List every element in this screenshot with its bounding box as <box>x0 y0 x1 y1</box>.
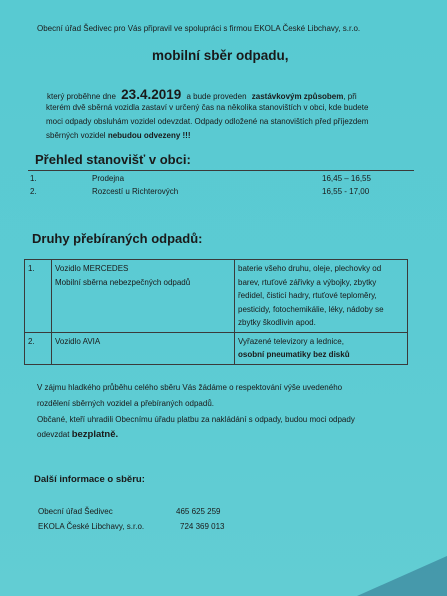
row-number: 2. <box>25 332 52 364</box>
notice-line-3: Občané, kteří uhradili Obecnímu úřadu platbu za nakládání s odpady, budou moci odpady <box>37 415 355 424</box>
background-corner <box>357 556 447 596</box>
vehicle-cell: Vozidlo MERCEDES Mobilní sběrna nebezpečných odpadů <box>52 260 235 333</box>
collection-method: zastávkovým způsobem <box>251 92 344 101</box>
contact-name: EKOLA České Libchavy, s.r.o. <box>38 522 145 531</box>
intro-line: Obecní úřad Šedivec pro Vás připravil ve spolupráci s firmou EKOLA České Libchavy, s.r.o. <box>37 24 361 33</box>
leaflet-page: Obecní úřad Šedivec pro Vás připravil ve spolupráci s firmou EKOLA České Libchavy, s.r.o. mobilní sběr odpadu, který proběhne dne 23.4.2019 a bude proveden zastávkovým způsobem, při kterém dvě sběrná vozidla zastaví v určený čas na několika stanovištích v obci, kde budete moci odpady obsluhám vozidel odevzdat. Odpady odložené na stanovištích před příjezdem sběrných vozidel nebudou odvezeny !!! Přehled stanovišť v obci: 1. Prodejna 16,45 – 16,55 2. Rozcestí u Richterových 16,55 - 17,00 Druhy přebíraných odpadů: 1. Vozidlo MERCEDES Mobilní sběrna nebezpečných odpadů baterie všeho druhu, oleje, plechovky od barev, rtuťové zářivky a výbojky, zbytky ředidel, čisticí hadry, rtuťové teploměry, pesticidy, fotochemikálie, léky, nádoby se zbytky škodlivin apod. 2. Vozidlo AVIA Vyřazené televizory a lednice, osobní pneumatiky bez disků V zájmu hladkého průběhu celého sběru Vás žádáme o respektování výše uvedeného rozdělení sběrných vozidel a přebíraných odpadů. Občané, kteří uhradili Obecnímu úřadu platbu za nakládání s odpady, budou moci odpady odevzdat bezplatně. Další informace o sběru: Obecní úřad Šedivec 465 625 259 EKOLA České Libchavy, s.r.o. 724 369 013 <box>0 0 447 596</box>
notice-line-2: rozdělení sběrných vozidel a přebíraných odpadů. <box>37 399 214 408</box>
table-row <box>25 260 408 333</box>
waste-list-cell: Vyřazené televizory a lednice, osobní pneumatiky bez disků <box>235 332 408 364</box>
info-heading: Další informace o sběru: <box>34 474 145 485</box>
waste-table <box>24 259 408 365</box>
contact-phone: 724 369 013 <box>180 522 225 531</box>
announcement-line-4: sběrných vozidel nebudou odvezeny !!! <box>46 131 191 140</box>
announcement-line-2: kterém dvě sběrná vozidla zastaví v určený čas na několika stanovištích v obci, kde budete <box>46 103 369 112</box>
vehicle-cell: Vozidlo AVIA <box>52 332 235 364</box>
waste-list-cell: baterie všeho druhu, oleje, plechovky od barev, rtuťové zářivky a výbojky, zbytky ředidel, čisticí hadry, rtuťové teploměry, pesticidy, fotochemikálie, léky, nádoby se zbytky škodlivin apod. <box>235 260 408 333</box>
page-title: mobilní sběr odpadu, <box>152 48 289 63</box>
table-row <box>25 332 408 364</box>
contact-phone: 465 625 259 <box>176 507 221 516</box>
stations-heading: Přehled stanovišť v obci: <box>35 152 191 167</box>
stations-divider <box>28 170 414 171</box>
notice-line-1: V zájmu hladkého průběhu celého sběru Vás žádáme o respektování výše uvedeného <box>37 383 343 392</box>
free-of-charge-text: bezplatně. <box>71 429 119 440</box>
contact-name: Obecní úřad Šedivec <box>38 507 113 516</box>
row-number: 1. <box>25 260 52 333</box>
announcement-line-3: moci odpady obsluhám vozidel odevzdat. Odpady odložené na stanovištích před příjezdem <box>46 117 369 126</box>
waste-heading: Druhy přebíraných odpadů: <box>32 231 203 246</box>
warning-text: nebudou odvezeny !!! <box>107 131 191 140</box>
notice-line-4: odevzdat bezplatně. <box>37 429 119 440</box>
announcement-line-1: který proběhne dne 23.4.2019 a bude proveden zastávkovým způsobem, při <box>47 87 357 102</box>
collection-date: 23.4.2019 <box>121 87 182 102</box>
